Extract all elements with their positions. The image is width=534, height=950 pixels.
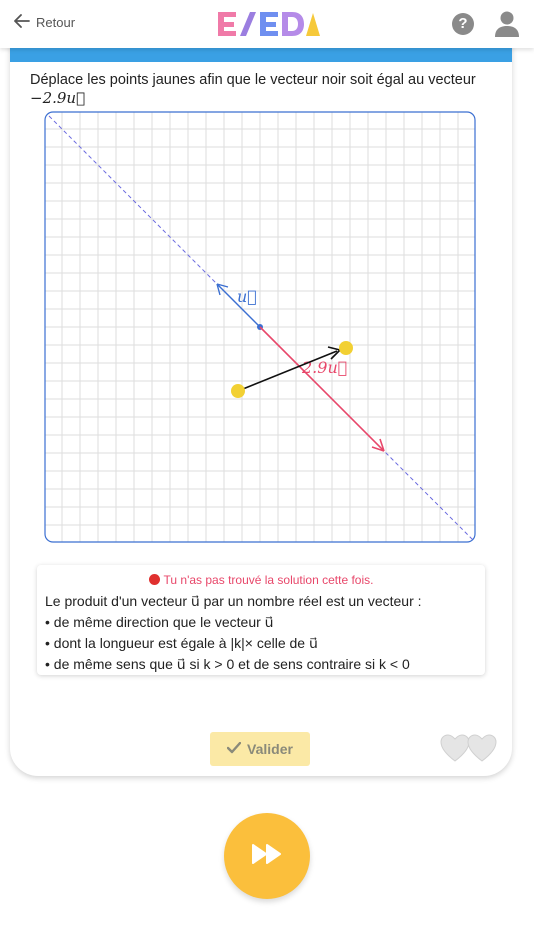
back-button[interactable] [14,14,75,31]
red-dot-icon [149,574,160,585]
lives-indicator [440,734,498,764]
feedback-bullet: • dont la longueur est égale à |k|× celle de u⃗ [45,635,318,651]
feedback-body [45,591,481,675]
top-bar [0,0,534,48]
scaled-vector-label: 2.9u⃗ [302,358,348,377]
eleda-logo [216,9,320,39]
feedback-bullet: • de même direction que le vecteur u⃗ [45,614,274,630]
skip-button[interactable] [224,813,310,899]
instruction-text: Déplace les points jaunes afin que le vecteur noir soit égal au vecteur [30,72,476,88]
yellow-point-end[interactable] [339,341,353,355]
feedback-panel [37,565,485,675]
validate-button[interactable] [210,732,310,766]
vector-u-label: u⃗ [237,287,257,306]
arrow-left-icon [14,14,30,31]
exercise-title-bar [10,46,512,62]
feedback-status [37,573,485,587]
help-icon[interactable]: ? [452,13,474,35]
vector-plot[interactable] [44,111,476,543]
fast-forward-icon [251,843,283,870]
instruction [30,71,510,108]
back-label: Retour [36,15,76,30]
feedback-bullet: • de même sens que u⃗ si k > 0 et de sens contraire si k < 0 [45,656,410,672]
heart-icon [468,735,496,761]
checkmark-icon [227,741,241,757]
validate-label: Valider [247,741,293,757]
target-vector-label: −2.9u⃗ [30,89,86,107]
heart-icon [441,735,469,761]
user-icon[interactable] [494,10,520,38]
feedback-intro: Le produit d'un vecteur u⃗ par un nombre réel est un vecteur : [45,593,422,609]
feedback-status-text: Tu n'as pas trouvé la solution cette fois. [163,573,374,587]
yellow-point-start[interactable] [231,384,245,398]
